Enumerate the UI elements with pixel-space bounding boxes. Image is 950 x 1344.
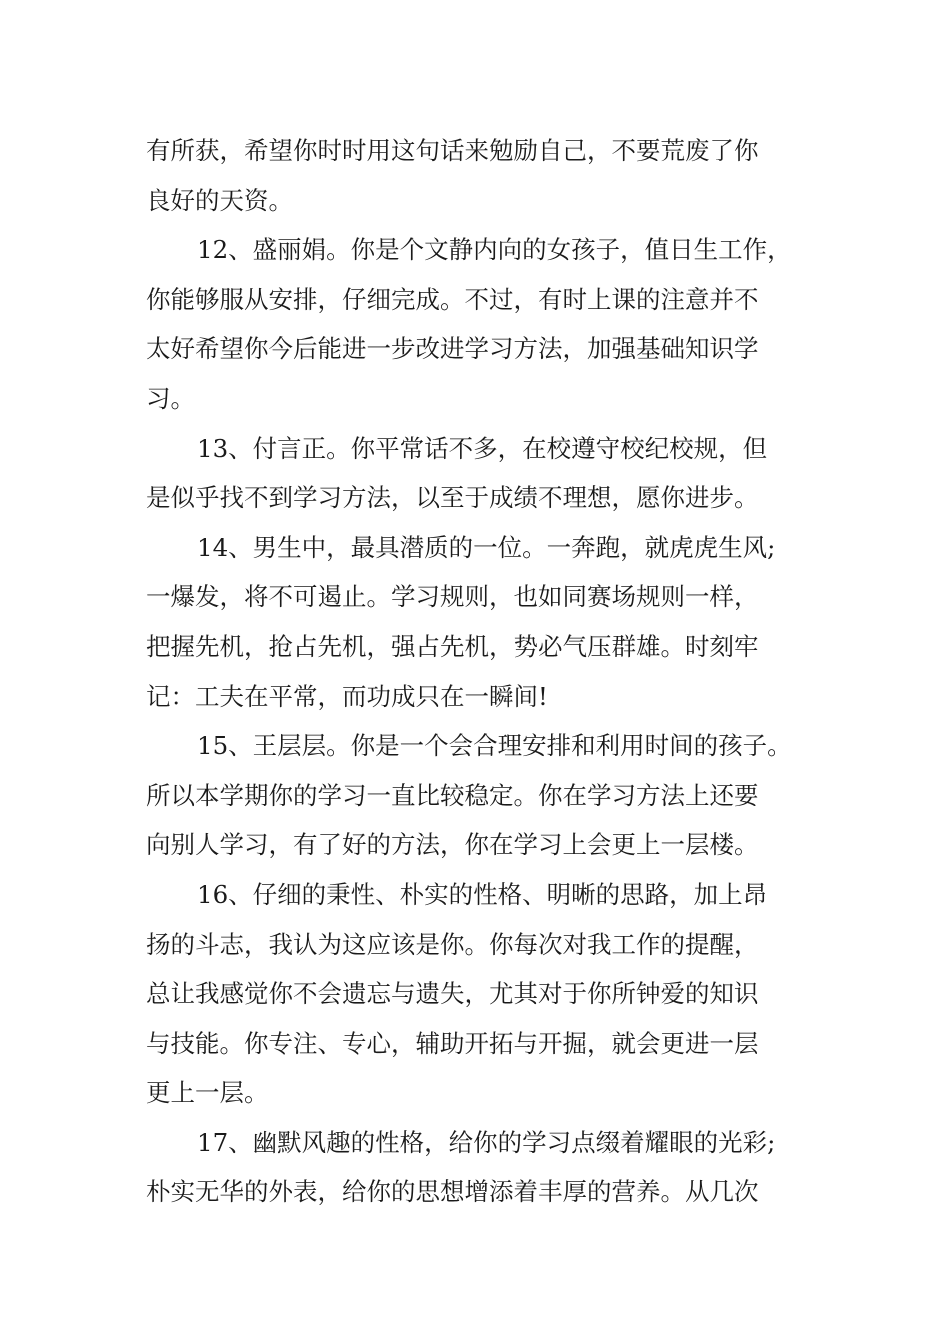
text-line: 把握先机，抢占先机，强占先机，势必气压群雄。时刻牢 [146,631,759,661]
text-line: 更上一层。 [146,1078,269,1108]
text-line: 一爆发，将不可遏止。学习规则，也如同赛场规则一样， [146,582,759,612]
paragraph-start-line: 14、男生中，最具潜质的一位。一奔跑，就虎虎生风; [197,532,776,562]
text-line: 扬的斗志，我认为这应该是你。你每次对我工作的提醒， [146,929,759,959]
text-line: 习。 [146,383,195,413]
text-line: 记：工夫在平常，而功成只在一瞬间! [146,681,548,711]
paragraph-start-line: 13、付言正。你平常话不多，在校遵守校纪校规，但 [197,433,768,463]
text-line: 太好希望你今后能进一步改进学习方法，加强基础知识学 [146,334,759,364]
text-line: 所以本学期你的学习一直比较稳定。你在学习方法上还要 [146,780,759,810]
text-line: 有所获，希望你时时用这句话来勉励自己，不要荒废了你 [146,136,759,165]
paragraph-start-line: 15、王层层。你是一个会合理安排和利用时间的孩子。 [197,731,792,761]
text-line: 朴实无华的外表，给你的思想增添着丰厚的营养。从几次 [146,1177,759,1207]
paragraph-start-line: 16、仔细的秉性、朴实的性格、明晰的思路，加上昂 [197,879,768,909]
text-line: 总让我感觉你不会遗忘与遗失，尤其对于你所钟爱的知识 [146,979,759,1009]
text-line: 是似乎找不到学习方法，以至于成绩不理想，愿你进步。 [146,483,759,513]
text-line: 良好的天资。 [146,185,293,215]
paragraph-start-line: 12、盛丽娟。你是个文静内向的女孩子，值日生工作， [197,235,792,265]
text-body [146,126,826,1217]
text-line: 与技能。你专注、专心，辅助开拓与开掘，就会更进一层 [146,1028,759,1058]
paragraph-start-line: 17、幽默风趣的性格，给你的学习点缀着耀眼的光彩; [197,1127,776,1157]
text-line: 向别人学习，有了好的方法，你在学习上会更上一层楼。 [146,830,759,860]
text-line: 你能够服从安排，仔细完成。不过，有时上课的注意并不 [146,284,759,314]
